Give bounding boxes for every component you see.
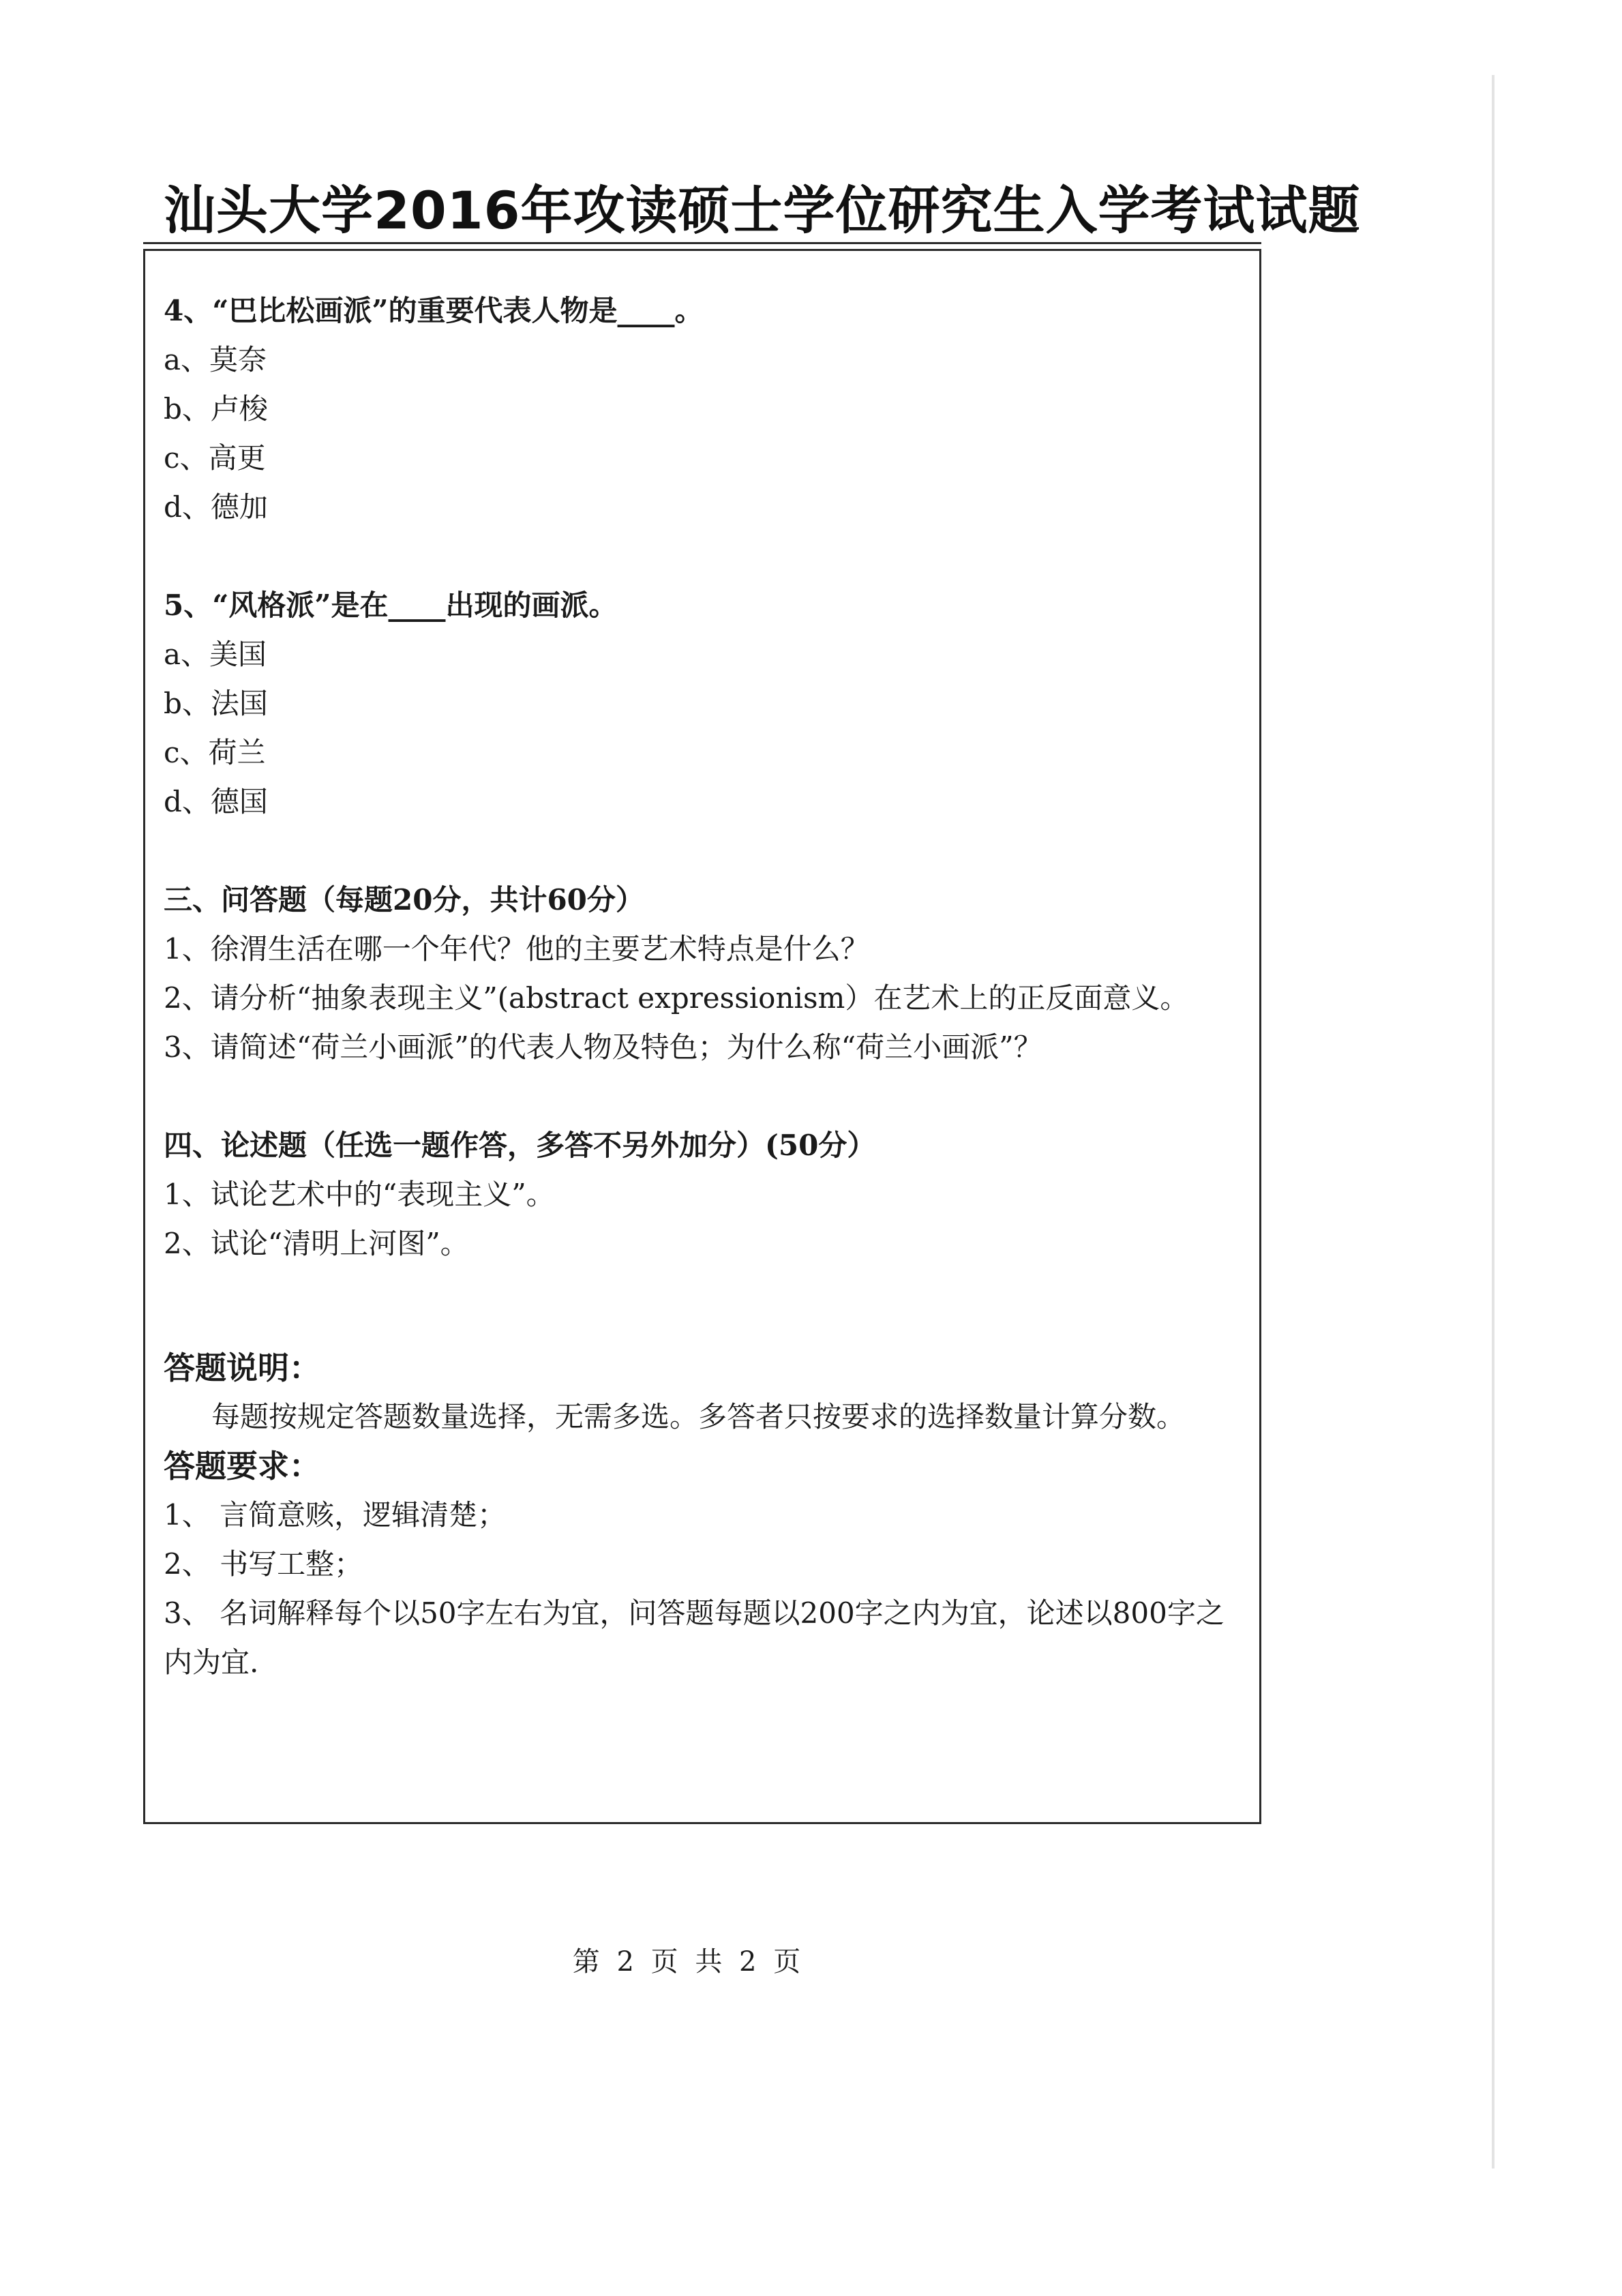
scan-edge-line bbox=[1492, 75, 1495, 2168]
question-5-option-b: b、法国 bbox=[164, 687, 268, 720]
question-4-option-a: a、莫奈 bbox=[164, 343, 267, 376]
section-3-item-3: 3、请简述“荷兰小画派”的代表人物及特色；为什么称“荷兰小画派”？ bbox=[164, 1030, 1042, 1064]
page-title: 汕头大学2016年攻读硕士学位研究生入学考试试题 bbox=[164, 180, 1361, 241]
requirements-heading: 答题要求： bbox=[164, 1448, 320, 1485]
section-3-item-1: 1、徐渭生活在哪一个年代？他的主要艺术特点是什么？ bbox=[164, 932, 869, 966]
question-5-option-c: c、荷兰 bbox=[164, 736, 266, 769]
page-footer: 第 2 页 共 2 页 bbox=[572, 1946, 805, 1978]
spacer bbox=[164, 1268, 1227, 1343]
requirement-2: 2、 书写工整； bbox=[164, 1547, 363, 1581]
requirement-1: 1、 言简意赅，逻辑清楚； bbox=[164, 1498, 507, 1532]
section-4-item-1: 1、试论艺术中的“表现主义”。 bbox=[164, 1178, 555, 1211]
question-4-stem: 4、“巴比松画派”的重要代表人物是____。 bbox=[164, 294, 704, 327]
requirement-3: 3、 名词解释每个以50字左右为宜，问答题每题以200字之内为宜，论述以800字之内为宜. bbox=[164, 1596, 1225, 1679]
spacer bbox=[164, 1072, 1227, 1121]
section-3-item-2: 2、请分析“抽象表现主义”(abstract expressionism）在艺术上的正反面意义。 bbox=[164, 981, 1189, 1015]
instructions-text: 每题按规定答题数量选择，无需多选。多答者只按要求的选择数量计算分数。 bbox=[211, 1400, 1186, 1433]
spacer bbox=[164, 826, 1227, 876]
section-4-item-2: 2、试论“清明上河图”。 bbox=[164, 1227, 469, 1260]
instructions-heading: 答题说明： bbox=[164, 1350, 320, 1386]
spacer bbox=[164, 532, 1227, 581]
question-5-stem: 5、“风格派”是在____出现的画派。 bbox=[164, 588, 618, 622]
section-4-heading: 四、论述题（任选一题作答，多答不另外加分）(50分） bbox=[164, 1129, 876, 1162]
exam-content bbox=[164, 286, 1227, 1687]
question-5-option-a: a、美国 bbox=[164, 638, 267, 671]
title-rule bbox=[143, 242, 1261, 244]
question-5-option-d: d、德国 bbox=[164, 785, 268, 818]
question-4-option-c: c、高更 bbox=[164, 441, 266, 475]
question-4-option-d: d、德加 bbox=[164, 490, 268, 524]
question-4-option-b: b、卢梭 bbox=[164, 392, 268, 426]
section-3-heading: 三、问答题（每题20分，共计60分） bbox=[164, 883, 644, 916]
